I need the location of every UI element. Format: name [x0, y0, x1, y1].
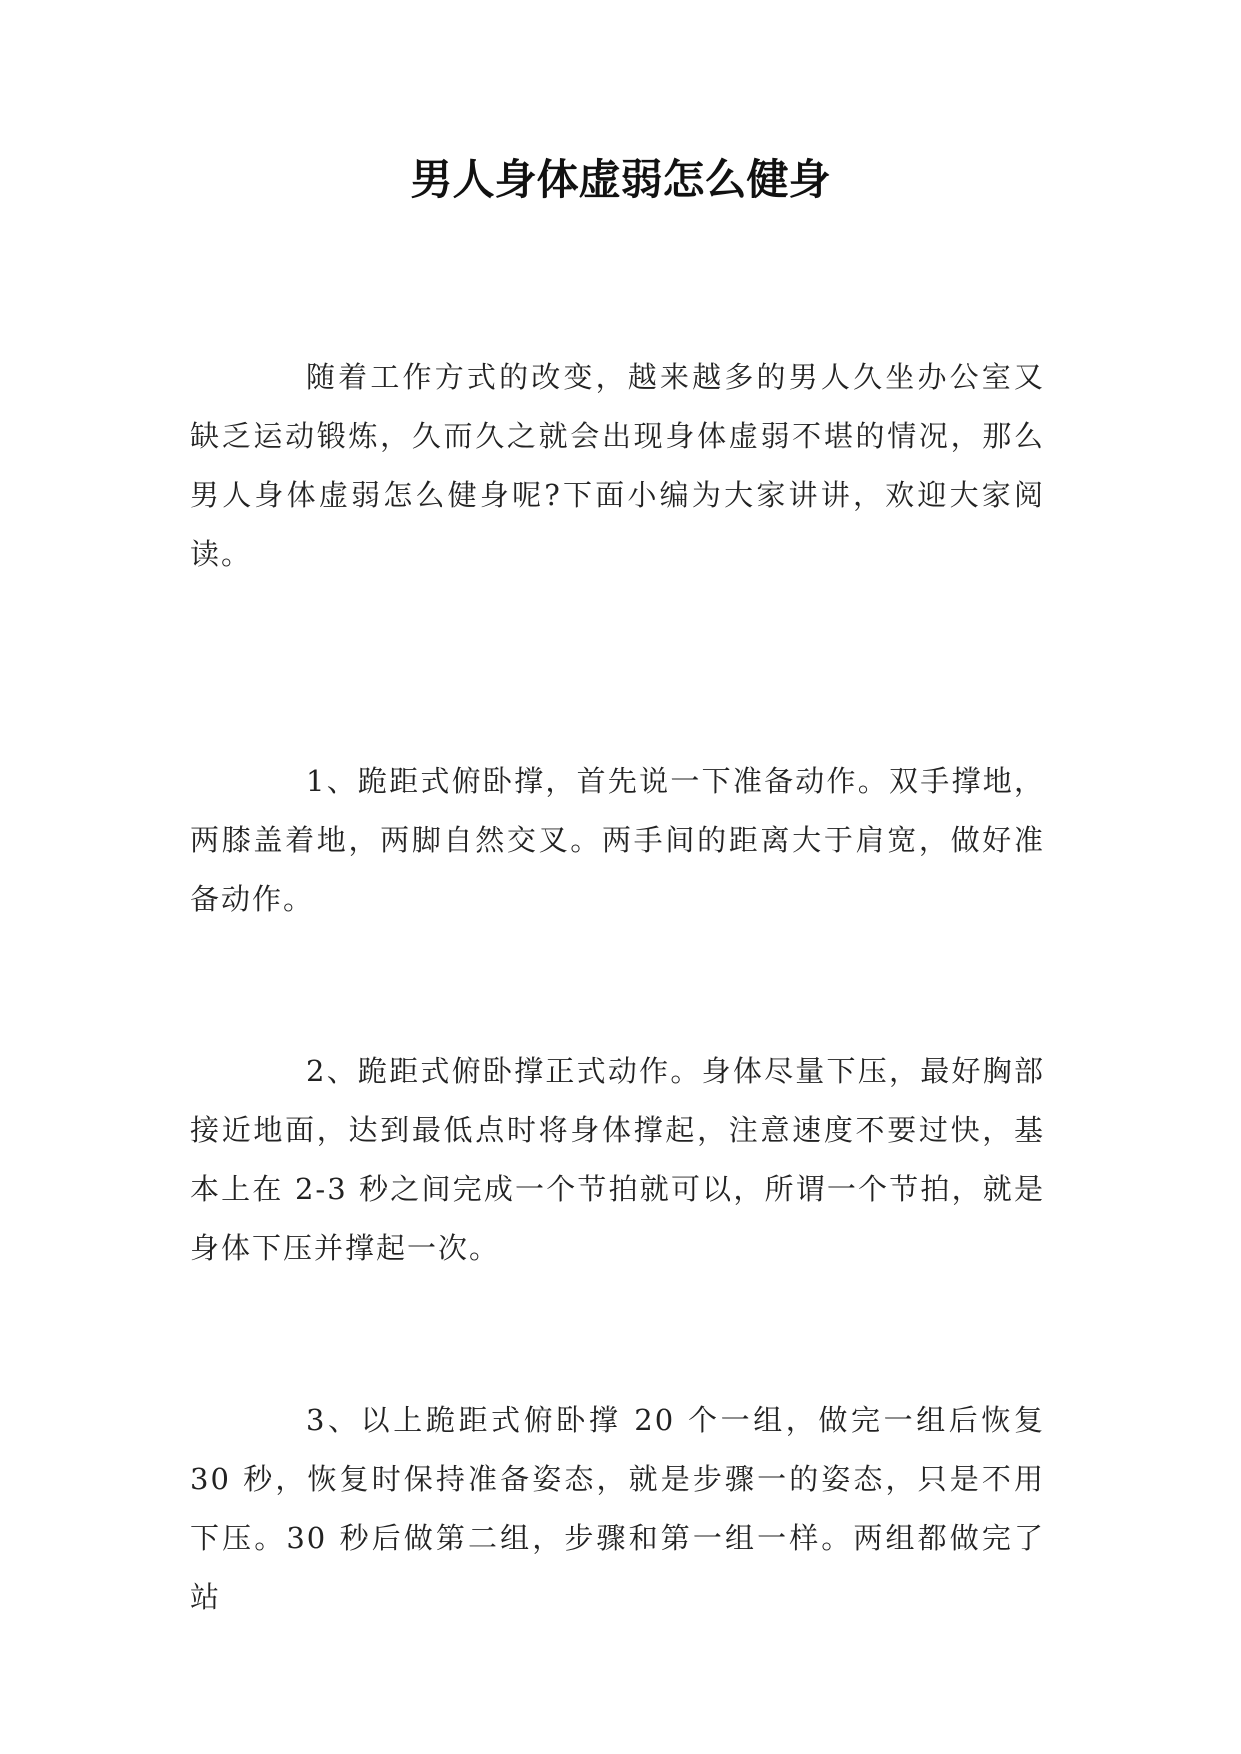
document-title: 男人身体虚弱怎么健身 [410, 155, 831, 204]
paragraph-step-3: 3、以上跪距式俯卧撑 20 个一组，做完一组后恢复 30 秒，恢复时保持准备姿态，就是步骤一的姿态，只是不用下压。30 秒后做第二组，步骤和第一组一样。两组都做完了站 [190, 1403, 1045, 1614]
paragraph-step-1: 1、跪距式俯卧撑，首先说一下准备动作。双手撑地，两膝盖着地，两脚自然交叉。两手间的距离大于肩宽，做好准备动作。 [190, 764, 1045, 916]
paragraph-intro: 随着工作方式的改变，越来越多的男人久坐办公室又缺乏运动锻炼，久而久之就会出现身体虚弱不堪的情况，那么男人身体虚弱怎么健身呢?下面小编为大家讲讲，欢迎大家阅读。 [190, 360, 1045, 571]
paragraph-step-2: 2、跪距式俯卧撑正式动作。身体尽量下压，最好胸部接近地面，达到最低点时将身体撑起，注意速度不要过快，基本上在 2-3 秒之间完成一个节拍就可以，所谓一个节拍，就是身体下压并撑起一次。 [190, 1054, 1045, 1265]
